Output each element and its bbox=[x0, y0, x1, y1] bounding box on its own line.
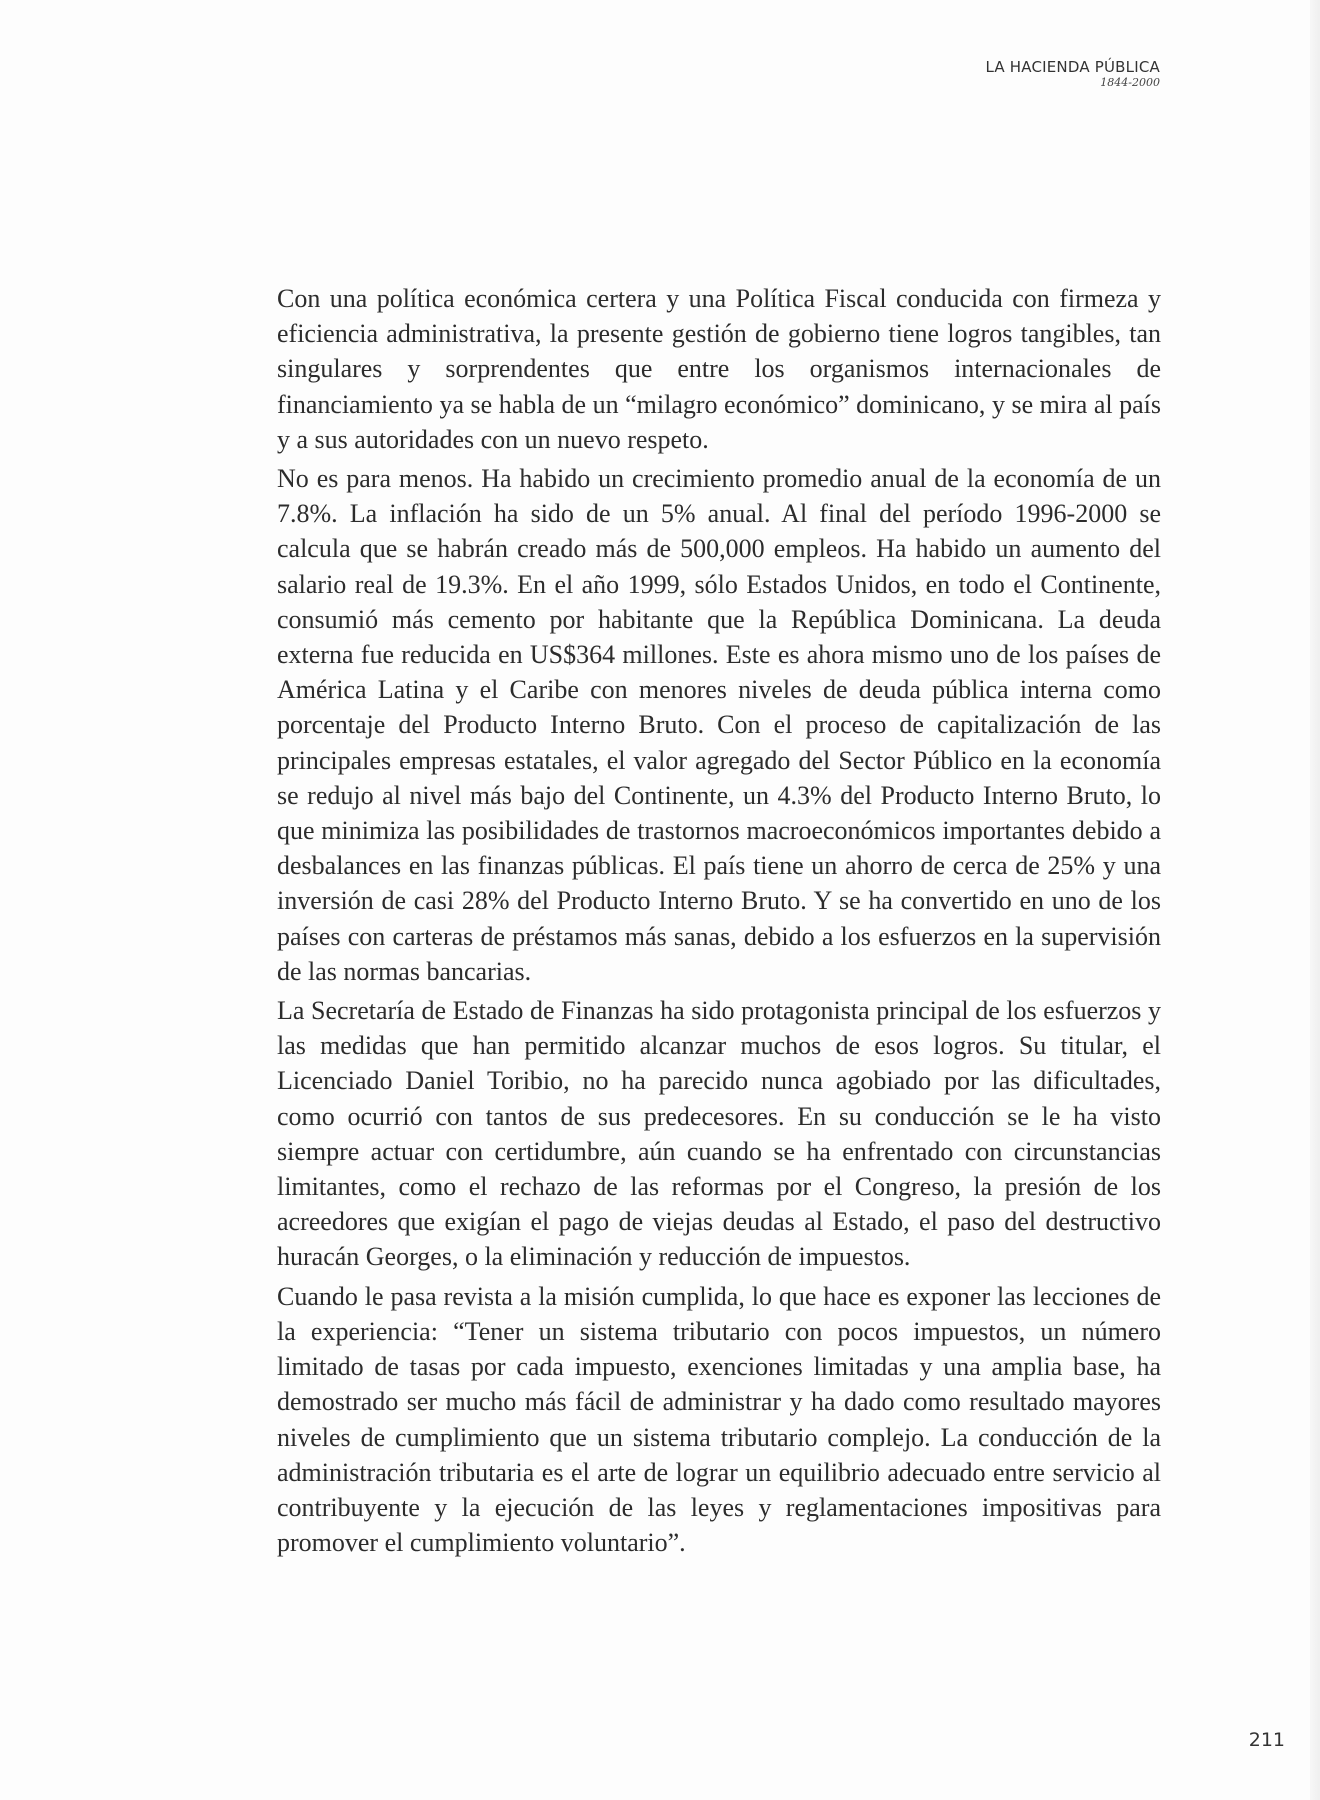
page-edge-shadow bbox=[1310, 0, 1320, 1800]
paragraph-4: Cuando le pasa revista a la misión cumplida, lo que hace es exponer las lecciones de la experiencia: “Tener un sistema tributario con pocos impuestos, un número limitado de tasas por cada impuesto, exenciones limitadas y una amplia base, ha demostrado ser mucho más fácil de administrar y ha dado como resultado mayores niveles de cumplimiento que un sistema tributario complejo. La conducción de la administración tributaria es el arte de lograr un equilibrio adecuado entre servicio al contribuyente y la ejecución de las leyes y reglamentaciones impositivas para promover el cumplimiento voluntario”. bbox=[277, 1281, 1161, 1558]
running-header-years: 1844-2000 bbox=[1100, 76, 1160, 89]
running-header bbox=[985, 58, 1160, 90]
paragraph-3: La Secretaría de Estado de Finanzas ha sido protagonista principal de los esfuerzos y las medidas que han permitido alcanzar muchos de esos logros. Su titular, el Licenciado Daniel Toribio, no ha parecido nunca agobiado por las dificultades, como ocurrió con tantos de sus predecesores. En su conducción se le ha visto siempre actuar con certidumbre, aún cuando se ha enfrentado con circunstancias limitantes, como el rechazo de las reformas por el Congreso, la presión de los acreedores que exigían el pago de viejas deudas al Estado, el paso del destructivo huracán Georges, o la eliminación y reducción de impuestos. bbox=[277, 996, 1161, 1272]
page-number: 211 bbox=[1248, 1729, 1285, 1751]
paragraph-1: Con una política económica certera y una Política Fiscal conducida con firmeza y eficiencia administrativa, la presente gestión de gobierno tiene logros tangibles, tan singulares y sorprendentes que entre los organismos internacionales de financiamiento ya se habla de un “milagro económico” dominicano, y se mira al país y a sus autoridades con un nuevo respeto. bbox=[277, 284, 1161, 454]
body-text bbox=[277, 281, 1161, 1564]
running-header-title: LA HACIENDA PÚBLICA bbox=[985, 58, 1160, 76]
paragraph-2: No es para menos. Ha habido un crecimiento promedio anual de la economía de un 7.8%. La inflación ha sido de un 5% anual. Al final del período 1996-2000 se calcula que se habrán creado más de 500,000 empleos. Ha habido un aumento del salario real de 19.3%. En el año 1999, sólo Estados Unidos, en todo el Continente, consumió más cemento por habitante que la República Dominicana. La deuda externa fue reducida en US$364 millones. Este es ahora mismo uno de los países de América Latina y el Caribe con menores niveles de deuda pública interna como porcentaje del Producto Interno Bruto. Con el proceso de capitalización de las principales empresas estatales, el valor agregado del Sector Público en la economía se redujo al nivel más bajo del Continente, un 4.3% del Producto Interno Bruto, lo que minimiza las posibilidades de trastornos macroeconómicos importantes debido a desbalances en las finanzas públicas. El país tiene un ahorro de cerca de 25% y una inversión de casi 28% del Producto Interno Bruto. Y se ha convertido en uno de los países con carteras de préstamos más sanas, debido a los esfuerzos en la supervisión de las normas bancarias. bbox=[277, 464, 1161, 986]
